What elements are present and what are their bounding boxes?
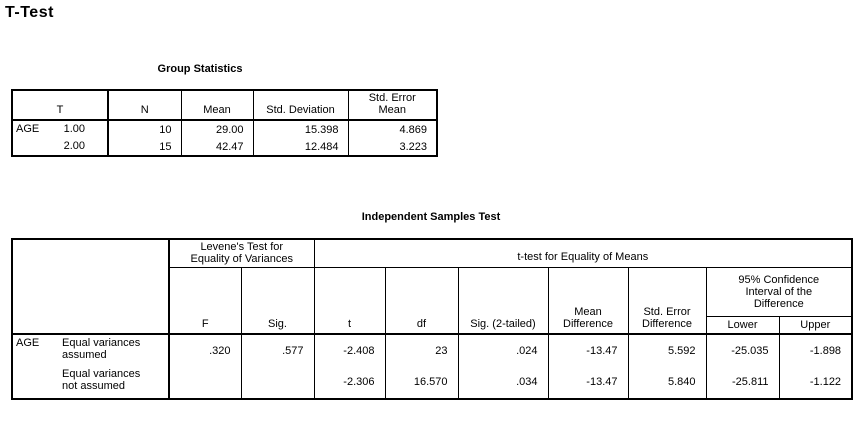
group-value: 2.00 xyxy=(63,140,85,152)
cell-mean-difference: -13.47 xyxy=(548,334,628,366)
table-row xyxy=(12,334,852,366)
cell-lower: -25.811 xyxy=(706,366,779,399)
cell-std-error-difference: 5.592 xyxy=(628,334,706,366)
levene-test-header xyxy=(169,239,314,267)
col-header-sig-2-tailed: Sig. (2-tailed) xyxy=(458,267,548,334)
cell-mean-difference: -13.47 xyxy=(548,366,628,399)
levene-header-line1: Levene's Test for xyxy=(200,241,284,254)
cell-t: -2.408 xyxy=(314,334,385,366)
cell-t: -2.306 xyxy=(314,366,385,399)
condition-line1: Equal variances xyxy=(62,337,141,349)
cell-n: 10 xyxy=(108,120,181,138)
cell-n: 15 xyxy=(108,138,181,156)
variable-label xyxy=(13,140,62,152)
std-error-difference-line1: Std. Error xyxy=(643,306,691,318)
col-header-std-error-line1: Std. Error xyxy=(368,92,416,104)
col-header-n: N xyxy=(108,90,181,120)
col-header-t: t xyxy=(314,267,385,334)
ttest-section-header: t-test for Equality of Means xyxy=(314,239,852,267)
cell-sig xyxy=(241,366,314,399)
section-header-row xyxy=(12,239,852,267)
variable-label xyxy=(13,368,62,392)
col-header-std-error-line2: Mean xyxy=(378,104,407,116)
row-stub-group1 xyxy=(12,120,108,138)
table-row xyxy=(12,366,852,399)
variable-label: AGE xyxy=(16,123,40,135)
cell-std-error-mean: 4.869 xyxy=(348,120,437,138)
group-statistics-table xyxy=(11,89,438,157)
independent-samples-test-table xyxy=(11,238,853,400)
condition-line2: assumed xyxy=(62,349,107,361)
ci-header-line1: 95% Confidence xyxy=(738,273,820,286)
cell-f xyxy=(169,366,241,399)
col-header-df: df xyxy=(385,267,458,334)
col-header-lower: Lower xyxy=(706,316,779,334)
cell-upper: -1.898 xyxy=(779,334,852,366)
col-header-grouping-variable: T xyxy=(12,90,108,120)
cell-df: 23 xyxy=(385,334,458,366)
mean-difference-line2: Difference xyxy=(563,318,613,330)
cell-f: .320 xyxy=(169,334,241,366)
cell-lower: -25.035 xyxy=(706,334,779,366)
cell-std-deviation: 15.398 xyxy=(253,120,348,138)
col-header-std-error-mean xyxy=(348,90,437,120)
group-value: 1.00 xyxy=(63,123,85,135)
condition-line2: not assumed xyxy=(62,380,125,392)
col-header-sig: Sig. xyxy=(241,267,314,334)
levene-header-line2: Equality of Variances xyxy=(190,253,294,266)
row-stub-equal-variances-assumed xyxy=(12,334,169,366)
confidence-interval-header xyxy=(706,267,852,316)
group-statistics-header-row xyxy=(12,90,437,120)
variable-label: AGE xyxy=(16,337,40,349)
ci-header-line3: Difference xyxy=(753,297,804,310)
cell-sig: .577 xyxy=(241,334,314,366)
col-header-mean-difference xyxy=(548,267,628,334)
group-statistics-title: Group Statistics xyxy=(157,63,243,75)
cell-sig-2-tailed: .034 xyxy=(458,366,548,399)
col-header-mean: Mean xyxy=(181,90,253,120)
stub-header-empty xyxy=(12,239,169,334)
condition-label xyxy=(62,368,168,392)
condition-label xyxy=(62,337,168,361)
cell-df: 16.570 xyxy=(385,366,458,399)
ci-header-line2: Interval of the xyxy=(745,285,813,298)
cell-upper: -1.122 xyxy=(779,366,852,399)
row-stub-equal-variances-not-assumed xyxy=(12,366,169,399)
mean-difference-line1: Mean xyxy=(574,306,602,318)
table-row xyxy=(12,138,437,156)
condition-line1: Equal variances xyxy=(62,368,141,380)
cell-mean: 29.00 xyxy=(181,120,253,138)
col-header-std-deviation: Std. Deviation xyxy=(253,90,348,120)
cell-sig-2-tailed: .024 xyxy=(458,334,548,366)
cell-std-deviation: 12.484 xyxy=(253,138,348,156)
col-header-std-error-difference xyxy=(628,267,706,334)
col-header-f: F xyxy=(169,267,241,334)
table-row xyxy=(12,120,437,138)
cell-std-error-difference: 5.840 xyxy=(628,366,706,399)
row-stub-group2 xyxy=(12,138,108,156)
page-title: T-Test xyxy=(5,4,54,21)
cell-mean: 42.47 xyxy=(181,138,253,156)
std-error-difference-line2: Difference xyxy=(642,318,692,330)
col-header-upper: Upper xyxy=(779,316,852,334)
cell-std-error-mean: 3.223 xyxy=(348,138,437,156)
independent-samples-test-title: Independent Samples Test xyxy=(361,211,501,223)
